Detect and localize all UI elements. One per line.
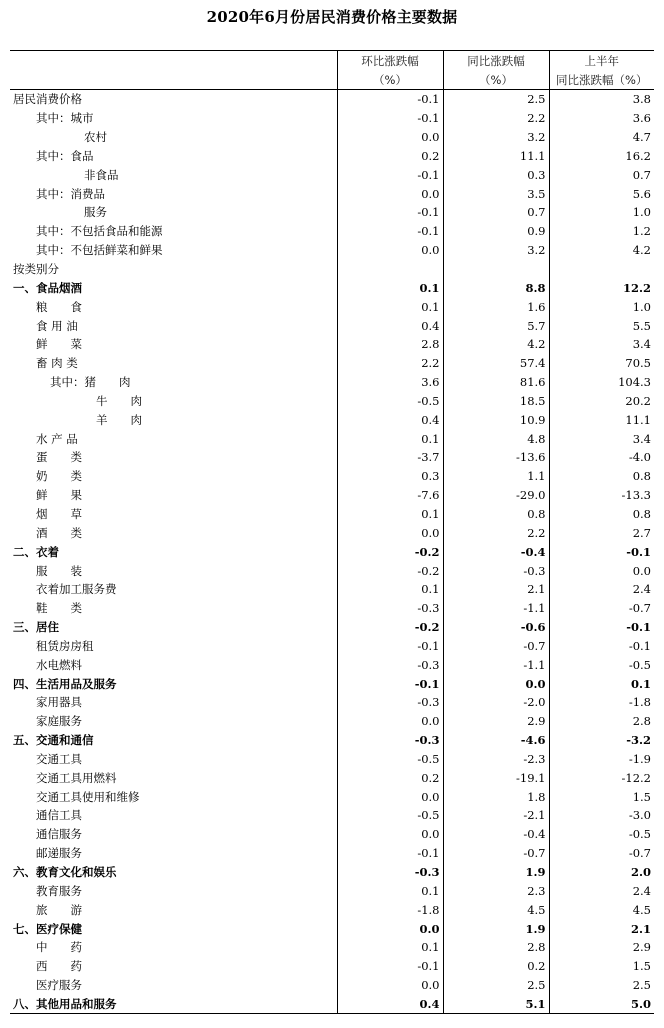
cell-mom: 0.4 xyxy=(337,995,443,1014)
cell-h1: 0.1 xyxy=(549,674,654,693)
row-label: 其中：不包括鲜菜和鲜果 xyxy=(36,243,163,258)
row-label: 家庭服务 xyxy=(36,714,82,729)
cell-h1: 2.9 xyxy=(549,938,654,957)
cell-h1: -0.1 xyxy=(549,636,654,655)
table-row xyxy=(10,90,654,109)
cell-mom: -0.1 xyxy=(337,957,443,976)
cell-h1: 1.0 xyxy=(549,203,654,222)
cell-h1: 2.7 xyxy=(549,523,654,542)
table-row xyxy=(10,128,654,147)
cell-yoy: 4.8 xyxy=(443,429,549,448)
cell-yoy: 57.4 xyxy=(443,354,549,373)
cell-h1: -0.7 xyxy=(549,599,654,618)
cell-mom: -0.3 xyxy=(337,863,443,882)
cell-mom: -0.1 xyxy=(337,636,443,655)
table-row xyxy=(10,750,654,769)
cell-h1: 3.6 xyxy=(549,109,654,128)
cell-mom: 2.8 xyxy=(337,335,443,354)
cell-yoy: 3.2 xyxy=(443,241,549,260)
cell-h1: -0.5 xyxy=(549,655,654,674)
row-label: 其中：食品 xyxy=(36,148,94,163)
row-label: 其中：城市 xyxy=(36,111,94,126)
cell-h1: 2.5 xyxy=(549,976,654,995)
table-row xyxy=(10,278,654,297)
cell-h1: 0.0 xyxy=(549,561,654,580)
cell-yoy: -2.3 xyxy=(443,750,549,769)
cell-yoy: -2.1 xyxy=(443,806,549,825)
page-title: 2020年6月份居民消费价格主要数据 xyxy=(206,8,458,26)
table-row xyxy=(10,787,654,806)
cell-yoy: 0.8 xyxy=(443,505,549,524)
row-label: 交通工具使用和维修 xyxy=(36,789,140,804)
cell-yoy: -0.3 xyxy=(443,561,549,580)
row-label: 牛 肉 xyxy=(96,393,142,408)
cell-h1: 2.4 xyxy=(549,580,654,599)
cell-mom: -0.1 xyxy=(337,674,443,693)
cell-yoy: -0.4 xyxy=(443,542,549,561)
cell-h1: -0.1 xyxy=(549,618,654,637)
cell-yoy: -4.6 xyxy=(443,731,549,750)
row-label: 通信工具 xyxy=(36,808,82,823)
table-row xyxy=(10,297,654,316)
row-label: 蛋 类 xyxy=(36,450,82,465)
cell-mom: 0.0 xyxy=(337,787,443,806)
cell-h1: 2.1 xyxy=(549,919,654,938)
row-label: 粮 食 xyxy=(36,299,82,314)
row-label: 非食品 xyxy=(84,167,119,182)
table-row xyxy=(10,373,654,392)
cell-yoy xyxy=(443,260,549,279)
cell-mom: 0.1 xyxy=(337,297,443,316)
cell-yoy: 0.9 xyxy=(443,222,549,241)
cell-h1: 4.2 xyxy=(549,241,654,260)
cell-yoy: -0.7 xyxy=(443,636,549,655)
cell-h1: 104.3 xyxy=(549,373,654,392)
row-label: 衣着加工服务费 xyxy=(36,582,117,597)
cell-yoy: -2.0 xyxy=(443,693,549,712)
cell-yoy: 1.6 xyxy=(443,297,549,316)
table-row xyxy=(10,392,654,411)
table-row xyxy=(10,523,654,542)
row-label: 羊 肉 xyxy=(96,412,142,427)
row-label: 租赁房房租 xyxy=(36,638,94,653)
cell-mom: -0.3 xyxy=(337,731,443,750)
row-label: 水 产 品 xyxy=(36,431,78,446)
cpi-data-table xyxy=(10,50,654,1014)
cell-mom: 0.0 xyxy=(337,919,443,938)
cell-mom: 0.0 xyxy=(337,523,443,542)
cell-h1: -3.0 xyxy=(549,806,654,825)
header-h1-line1: 上半年 xyxy=(549,51,654,70)
cell-mom: 0.0 xyxy=(337,825,443,844)
table-row xyxy=(10,618,654,637)
row-label: 服务 xyxy=(84,205,107,220)
table-row xyxy=(10,863,654,882)
table-row xyxy=(10,203,654,222)
cell-mom: -0.3 xyxy=(337,693,443,712)
row-label: 服 装 xyxy=(36,563,82,578)
table-row xyxy=(10,354,654,373)
cell-yoy: 8.8 xyxy=(443,278,549,297)
cell-h1: 3.4 xyxy=(549,335,654,354)
cell-yoy: 0.2 xyxy=(443,957,549,976)
row-label: 五、交通和通信 xyxy=(13,733,94,748)
cell-mom: -0.1 xyxy=(337,90,443,109)
cell-yoy: 0.0 xyxy=(443,674,549,693)
table-row xyxy=(10,806,654,825)
table-row xyxy=(10,165,654,184)
cell-yoy: 1.1 xyxy=(443,467,549,486)
cell-yoy: 2.5 xyxy=(443,976,549,995)
cell-h1: 20.2 xyxy=(549,392,654,411)
cell-mom: -0.5 xyxy=(337,392,443,411)
cell-yoy: 2.3 xyxy=(443,881,549,900)
cell-h1: 5.5 xyxy=(549,316,654,335)
cell-h1: 5.0 xyxy=(549,995,654,1014)
table-row xyxy=(10,844,654,863)
cell-h1: 3.4 xyxy=(549,429,654,448)
cell-yoy: -19.1 xyxy=(443,768,549,787)
table-row xyxy=(10,505,654,524)
cell-h1: -13.3 xyxy=(549,486,654,505)
row-label: 七、医疗保健 xyxy=(13,921,82,936)
cell-h1: -1.8 xyxy=(549,693,654,712)
row-label: 鞋 类 xyxy=(36,601,82,616)
table-row xyxy=(10,429,654,448)
cell-h1: 5.6 xyxy=(549,184,654,203)
cell-mom: -0.1 xyxy=(337,203,443,222)
cell-mom: -0.2 xyxy=(337,561,443,580)
row-label: 交通工具 xyxy=(36,751,82,766)
cell-yoy: 3.5 xyxy=(443,184,549,203)
cell-mom: -0.3 xyxy=(337,599,443,618)
cell-h1: 0.8 xyxy=(549,505,654,524)
table-row xyxy=(10,995,654,1014)
row-label: 通信服务 xyxy=(36,827,82,842)
cell-mom: -0.2 xyxy=(337,618,443,637)
cell-mom: -0.1 xyxy=(337,165,443,184)
cell-mom: 0.0 xyxy=(337,712,443,731)
cell-yoy: 11.1 xyxy=(443,147,549,166)
cell-mom: -3.7 xyxy=(337,448,443,467)
cell-h1: 12.2 xyxy=(549,278,654,297)
cell-h1: -0.1 xyxy=(549,542,654,561)
cell-mom: -0.2 xyxy=(337,542,443,561)
table-row xyxy=(10,260,654,279)
table-row xyxy=(10,599,654,618)
header-blank xyxy=(10,51,337,70)
cell-yoy: 10.9 xyxy=(443,410,549,429)
table-row xyxy=(10,448,654,467)
table-body xyxy=(10,90,654,1014)
cell-h1: 4.5 xyxy=(549,900,654,919)
cell-h1: 1.0 xyxy=(549,297,654,316)
row-label: 交通工具用燃料 xyxy=(36,770,117,785)
header-yoy-line1: 同比涨跌幅 xyxy=(443,51,549,70)
header-mom-line1: 环比涨跌幅 xyxy=(337,51,443,70)
table-row xyxy=(10,712,654,731)
row-label: 鲜 菜 xyxy=(36,337,82,352)
cell-yoy: 5.1 xyxy=(443,995,549,1014)
cell-mom: 0.0 xyxy=(337,184,443,203)
table-row xyxy=(10,147,654,166)
cell-mom: 0.0 xyxy=(337,241,443,260)
cell-mom: 0.4 xyxy=(337,316,443,335)
table-row xyxy=(10,561,654,580)
cell-mom: 0.4 xyxy=(337,410,443,429)
cell-yoy: 5.7 xyxy=(443,316,549,335)
cell-yoy: 2.1 xyxy=(443,580,549,599)
cell-mom: 0.1 xyxy=(337,881,443,900)
cell-yoy: -0.4 xyxy=(443,825,549,844)
table-row xyxy=(10,467,654,486)
row-label: 旅 游 xyxy=(36,902,82,917)
cell-h1: 70.5 xyxy=(549,354,654,373)
cell-mom: 0.2 xyxy=(337,768,443,787)
table-row xyxy=(10,768,654,787)
row-label: 酒 类 xyxy=(36,525,82,540)
cell-yoy: -0.6 xyxy=(443,618,549,637)
table-row xyxy=(10,580,654,599)
cell-h1: 1.5 xyxy=(549,787,654,806)
cell-h1: 1.5 xyxy=(549,957,654,976)
cell-yoy: 0.7 xyxy=(443,203,549,222)
header-h1-line2: 同比涨跌幅（%） xyxy=(549,70,654,90)
table-row xyxy=(10,655,654,674)
row-label: 水电燃料 xyxy=(36,657,82,672)
cell-mom xyxy=(337,260,443,279)
cell-yoy: 2.2 xyxy=(443,109,549,128)
table-row xyxy=(10,919,654,938)
row-label: 家用器具 xyxy=(36,695,82,710)
cell-h1: 16.2 xyxy=(549,147,654,166)
table-row xyxy=(10,731,654,750)
cell-mom: -0.5 xyxy=(337,806,443,825)
table-row xyxy=(10,109,654,128)
row-label: 畜 肉 类 xyxy=(36,356,78,371)
row-label: 其中：猪 肉 xyxy=(50,375,131,390)
row-label: 八、其他用品和服务 xyxy=(10,995,337,1014)
cell-h1: 3.8 xyxy=(549,90,654,109)
cell-yoy: 18.5 xyxy=(443,392,549,411)
cell-mom: 0.2 xyxy=(337,147,443,166)
row-label: 鲜 果 xyxy=(36,488,82,503)
row-label: 教育服务 xyxy=(36,883,82,898)
cell-h1: -0.7 xyxy=(549,844,654,863)
cell-h1: -1.9 xyxy=(549,750,654,769)
row-label: 按类别分 xyxy=(13,262,59,277)
cell-mom: -0.1 xyxy=(337,222,443,241)
cell-mom: -0.3 xyxy=(337,655,443,674)
row-label: 农村 xyxy=(84,130,107,145)
cell-yoy: 1.8 xyxy=(443,787,549,806)
table-row xyxy=(10,825,654,844)
cell-mom: 0.1 xyxy=(337,429,443,448)
row-label: 邮递服务 xyxy=(36,846,82,861)
cell-yoy: 2.5 xyxy=(443,90,549,109)
row-label: 六、教育文化和娱乐 xyxy=(13,865,117,880)
cell-mom: -0.1 xyxy=(337,844,443,863)
table-row xyxy=(10,900,654,919)
cell-yoy: 2.9 xyxy=(443,712,549,731)
table-row xyxy=(10,222,654,241)
row-label: 居民消费价格 xyxy=(13,92,82,107)
cell-mom: 0.1 xyxy=(337,938,443,957)
table-row xyxy=(10,693,654,712)
cell-yoy: 0.3 xyxy=(443,165,549,184)
cell-mom: -7.6 xyxy=(337,486,443,505)
header-mom-line2: （%） xyxy=(337,70,443,90)
cell-mom: 0.1 xyxy=(337,580,443,599)
cell-h1: 2.8 xyxy=(549,712,654,731)
cell-h1: 0.8 xyxy=(549,467,654,486)
row-label: 三、居住 xyxy=(13,620,59,635)
cell-yoy: -1.1 xyxy=(443,599,549,618)
cell-h1: -12.2 xyxy=(549,768,654,787)
row-label: 医疗服务 xyxy=(36,978,82,993)
cell-h1 xyxy=(549,260,654,279)
table-row xyxy=(10,957,654,976)
table-row xyxy=(10,184,654,203)
header-yoy-line2: （%） xyxy=(443,70,549,90)
cell-yoy: 1.9 xyxy=(443,863,549,882)
table-row xyxy=(10,335,654,354)
row-label: 二、衣着 xyxy=(13,544,59,559)
row-label: 其中：消费品 xyxy=(36,186,105,201)
row-label: 食 用 油 xyxy=(36,318,78,333)
cell-yoy: -1.1 xyxy=(443,655,549,674)
cell-yoy: -13.6 xyxy=(443,448,549,467)
cell-mom: -0.1 xyxy=(337,109,443,128)
cell-h1: 2.0 xyxy=(549,863,654,882)
table-row xyxy=(10,486,654,505)
row-label: 烟 草 xyxy=(36,506,82,521)
row-label: 其中：不包括食品和能源 xyxy=(36,224,163,239)
table-row xyxy=(10,674,654,693)
cell-h1: -0.5 xyxy=(549,825,654,844)
cell-mom: 2.2 xyxy=(337,354,443,373)
table-row xyxy=(10,881,654,900)
cell-mom: -0.5 xyxy=(337,750,443,769)
cell-yoy: 2.2 xyxy=(443,523,549,542)
cell-mom: 0.0 xyxy=(337,976,443,995)
cell-mom: 3.6 xyxy=(337,373,443,392)
cell-h1: 0.7 xyxy=(549,165,654,184)
table-row xyxy=(10,636,654,655)
table-row xyxy=(10,410,654,429)
cell-h1: -4.0 xyxy=(549,448,654,467)
cell-yoy: -0.7 xyxy=(443,844,549,863)
row-label: 西 药 xyxy=(36,959,82,974)
cell-yoy: 1.9 xyxy=(443,919,549,938)
cell-mom: -1.8 xyxy=(337,900,443,919)
row-label: 中 药 xyxy=(36,940,82,955)
cell-mom: 0.1 xyxy=(337,505,443,524)
table-row xyxy=(10,976,654,995)
cell-mom: 0.0 xyxy=(337,128,443,147)
table-row xyxy=(10,542,654,561)
cell-yoy: 81.6 xyxy=(443,373,549,392)
cell-yoy: -29.0 xyxy=(443,486,549,505)
cell-yoy: 4.2 xyxy=(443,335,549,354)
cell-h1: 11.1 xyxy=(549,410,654,429)
row-label: 四、生活用品及服务 xyxy=(13,676,117,691)
row-label: 奶 类 xyxy=(36,469,82,484)
cell-yoy: 2.8 xyxy=(443,938,549,957)
table-header xyxy=(10,51,654,90)
cell-h1: 2.4 xyxy=(549,881,654,900)
table-row xyxy=(10,241,654,260)
cell-h1: -3.2 xyxy=(549,731,654,750)
row-label: 一、食品烟酒 xyxy=(13,280,82,295)
cell-mom: 0.1 xyxy=(337,278,443,297)
table-row xyxy=(10,938,654,957)
table-row xyxy=(10,316,654,335)
cell-yoy: 3.2 xyxy=(443,128,549,147)
cell-yoy: 4.5 xyxy=(443,900,549,919)
cell-mom: 0.3 xyxy=(337,467,443,486)
cell-h1: 4.7 xyxy=(549,128,654,147)
cell-h1: 1.2 xyxy=(549,222,654,241)
